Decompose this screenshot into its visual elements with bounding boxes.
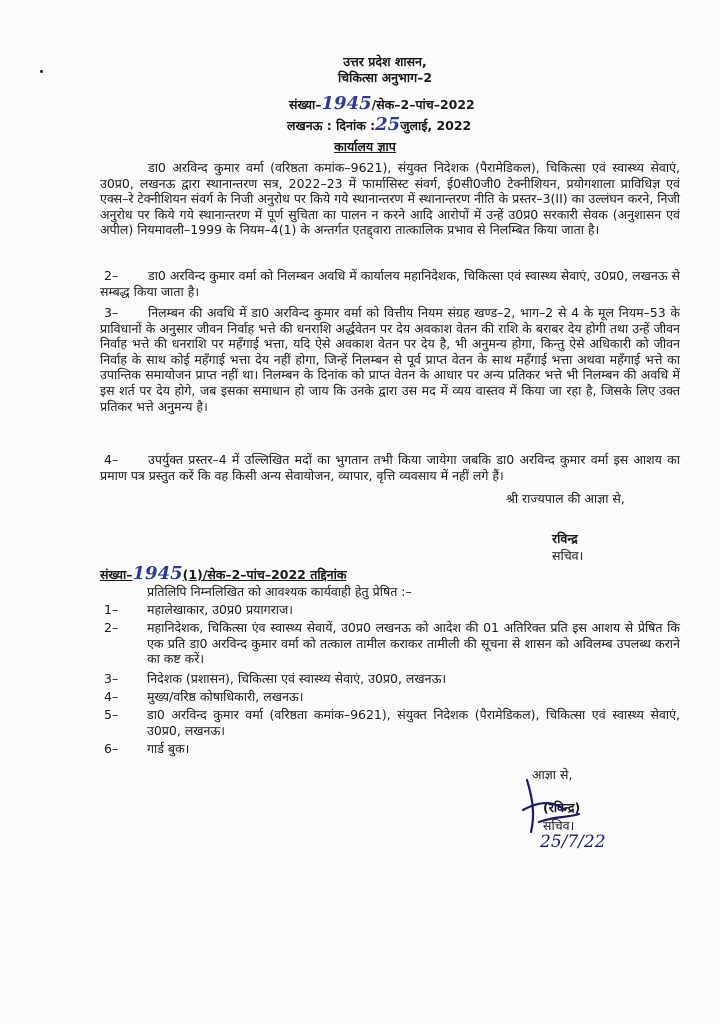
copy-item: महानिदेशक, चिकित्सा एंव स्वास्थ्य सेवायें, उ0प्र0 लखनऊ को आदेश की 01 अतिरिक्त प्रति इस आशय से प्रेषित कि एक प्रति डा0 अरविन्द कुमार वर्मा को तत्काल तामील कराकर तामीली की सूचना से शासन को अविलम्ब उपलब्ध कराने का कष्ट करें। xyxy=(147,620,680,667)
copy-item-number: 1– xyxy=(104,602,119,617)
paragraph-4: उपर्युक्त प्रस्तर–4 में उल्लिखित मदों का भुगतान तभी किया जायेगा जबकि डा0 अरविन्द कुमार वर्मा इस आशय का प्रमाण पत्र प्रस्तुत करें कि वह किसी अन्य सेवायोजन, व्यापार, वृत्ति व्यवसाय में नहीं लगे हैं। xyxy=(100,452,680,483)
reference-suffix: /सेक–2–पांच–2022 xyxy=(371,97,475,112)
by-order-label: आज्ञा से, xyxy=(532,767,573,782)
section-heading: चिकित्सा अनुभाग–2 xyxy=(337,70,433,85)
paragraph-4-number: 4– xyxy=(104,452,119,467)
signatory-2-name: (रविन्द्र) xyxy=(543,800,581,815)
copy-intro: प्रतिलिपि निम्नलिखित को आवश्यक कार्यवाही हेतु प्रेषित :– xyxy=(147,584,412,599)
signatory-designation: सचिव। xyxy=(552,548,584,563)
paragraph-3-number: 3– xyxy=(104,305,119,320)
ink-speck xyxy=(40,70,43,73)
paragraph-2-number: 2– xyxy=(104,268,119,283)
copy-item-number: 4– xyxy=(104,689,119,704)
paragraph-1: डा0 अरविन्द कुमार वर्मा (वरिष्ठता कमांक–9621), संयुक्त निदेशक (पैरामेडिकल), चिकित्सा एवं स्वास्थ्य सेवाएं, उ0प्र0, लखनऊ द्वारा स्थानान्तरण सत्र, 2022–23 में फार्मासिस्ट संवर्ग, ई0सी0जी0 टेक्नीशियन, प्रयोगशाला प्राविधिज्ञ एवं एक्स–रे टेक्नीशियन संवर्ग के निजी अनुरोध पर किये गये स्थानान्तरण में स्थानान्तरण नीति के प्रस्तर–3(II) का उल्लंघन करने, निजी अनुरोध पर किये गये स्थानान्तरण में पूर्ण सुचिता का पालन न करने आदि आरोपों में उन्हें उ0प्र0 सरकारी सेवक (अनुशासन एवं अपील) नियमावली–1999 के नियम–4(1) के अन्तर्गत एतद्द्वारा तात्कालिक प्रभाव से निलम्बित किया जाता है। xyxy=(100,160,680,238)
date-line xyxy=(287,114,472,135)
copy-item-number: 6– xyxy=(104,741,119,756)
reference-number xyxy=(289,93,475,114)
handwritten-date: 25/7/22 xyxy=(540,832,606,852)
paragraph-2: डा0 अरविन्द कुमार वर्मा को निलम्बन अवधि में कार्यालय महानिदेशक, चिकित्सा एवं स्वास्थ्य सेवाएं, उ0प्र0, लखनऊ से सम्बद्ध किया जाता है। xyxy=(100,268,680,299)
date-handwritten: 25 xyxy=(375,114,401,135)
date-prefix: लखनऊ : दिनांक : xyxy=(287,118,376,133)
signatory-name: रविन्द्र xyxy=(552,531,578,546)
copy-item-number: 3– xyxy=(104,671,119,686)
copy-item-number: 2– xyxy=(104,620,119,635)
governor-order-line: श्री राज्यपाल की आज्ञा से, xyxy=(506,491,625,506)
copy-reference-suffix: (1)/सेक–2–पांच–2022 तद्दिनांक xyxy=(182,567,347,582)
copy-item: मुख्य/वरिष्ठ कोषाधिकारी, लखनऊ। xyxy=(147,689,304,704)
govt-heading: उत्तर प्रदेश शासन, xyxy=(343,54,427,69)
copy-item: निदेशक (प्रशासन), चिकित्सा एवं स्वास्थ्य सेवाएं, उ0प्र0, लखनऊ। xyxy=(147,671,447,686)
copy-item: डा0 अरविन्द कुमार वर्मा (वरिष्ठता कमांक–9621), संयुक्त निदेशक (पैरामेडिकल), चिकित्सा एवं स्वास्थ्य सेवाएं, उ0प्र0, लखनऊ। xyxy=(147,707,680,738)
paragraph-3: निलम्बन की अवधि में डा0 अरविन्द कुमार वर्मा को वित्तीय नियम संग्रह खण्ड–2, भाग–2 से 4 के मूल नियम–53 के प्राविधानों के अनुसार जीवन निर्वाह भत्ते की धनराशि अर्द्धवेतन पर देय अवकाश वेतन की राशि के बराबर देय होगी तथा उन्हें जीवन निर्वाह भत्ते की धनराशि पर महँगाई भत्ता, यदि ऐसे अवकाश वेतन पर देय है, भी अनुमन्य होगा, किन्तु ऐसे अधिकारी को जीवन निर्वाह के साथ कोई महँगाई भत्ता देय नहीं होगा, जिन्हें निलम्बन से पूर्व प्राप्त वेतन के साथ महँगाई भत्ता अथवा महँगाई भत्ते का उपान्तिक समायोजन प्राप्त नहीं था। निलम्बन के दिनांक को प्राप्त वेतन के आधार पर अन्य प्रतिकर भत्ते भी निलम्बन की अवधि में इस शर्त पर देय होगे, जब इसका समाधान हो जाय कि उनके द्वारा उस मद में व्यय वास्तव में किया जा रहा है, जिसके लिए उक्त प्रतिकर भत्ते अनुमन्य है। xyxy=(100,305,680,414)
reference-prefix: संख्या– xyxy=(289,97,322,112)
date-suffix: जुलाई, 2022 xyxy=(400,118,472,133)
office-memo-title: कार्यालय ज्ञाप xyxy=(334,139,396,154)
copy-reference-prefix: संख्या– xyxy=(100,567,133,582)
copy-reference-number xyxy=(100,563,347,584)
copy-item: महालेखाकार, उ0प्र0 प्रयागराज। xyxy=(147,602,294,617)
copy-item: गार्ड बुक। xyxy=(147,741,190,756)
reference-number-handwritten: 1945 xyxy=(321,93,372,114)
copy-reference-handwritten: 1945 xyxy=(132,563,183,584)
signatory-2-designation: सचिव। xyxy=(543,818,575,833)
copy-item-number: 5– xyxy=(104,707,119,722)
